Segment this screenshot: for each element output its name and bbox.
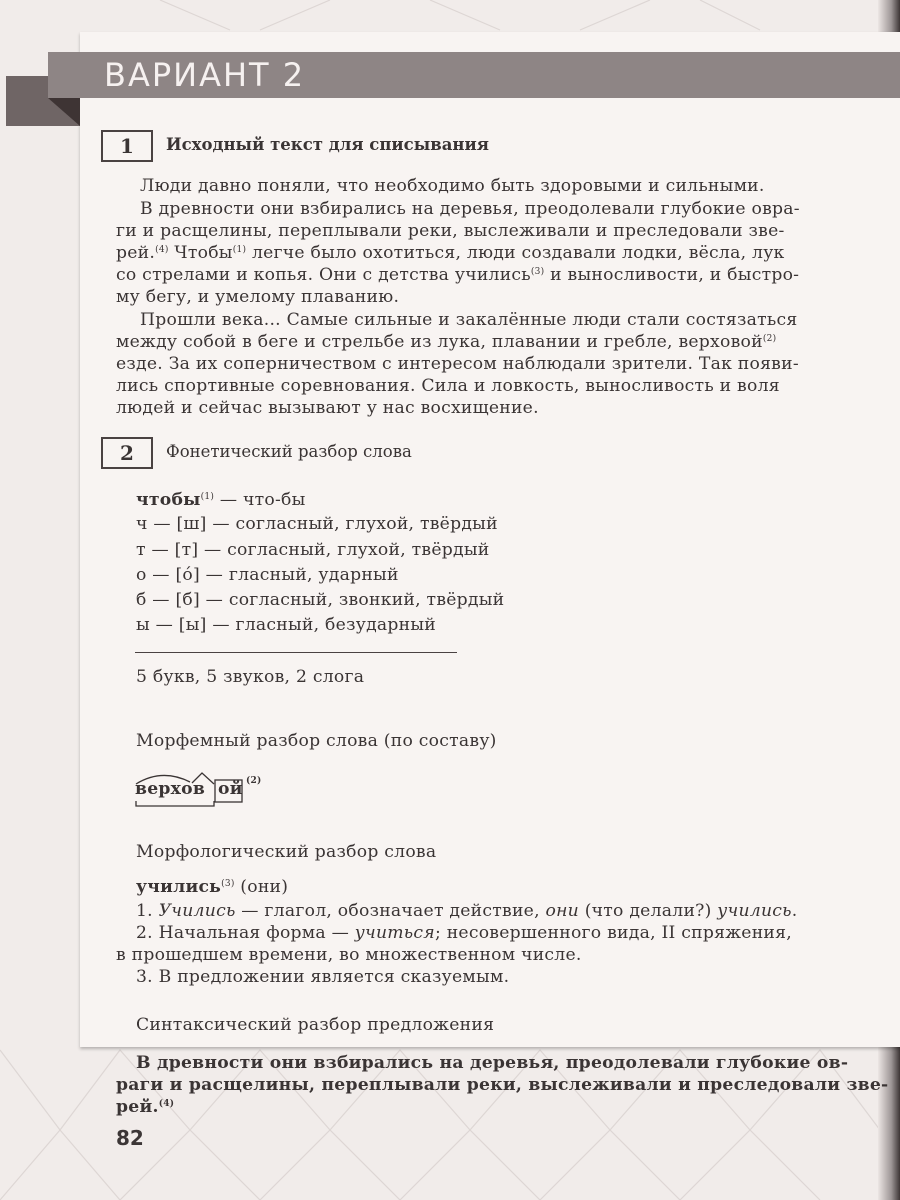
analyzed-word: учились: [136, 877, 222, 897]
text-line: [116, 265, 799, 285]
stem-bracket: [136, 801, 214, 806]
text-fragment: .: [791, 901, 798, 921]
variant-title: ВАРИАНТ 2: [104, 56, 306, 94]
text-fragment: 1.: [136, 901, 159, 921]
analyzed-word: чтобы: [136, 490, 201, 510]
phonetic-row: ы — [ы] — гласный, безударный: [136, 615, 436, 635]
text-line: [116, 332, 776, 352]
text-line: лись спортивные соревнования. Сила и ловкость, выносливость и воля: [116, 376, 780, 396]
text-line: му бегу, и умелому плаванию.: [116, 287, 400, 307]
footnote-marker: (1): [232, 245, 247, 255]
footnote-marker: (3): [530, 267, 545, 277]
text-fragment: — глагол, обозначает действие,: [235, 901, 546, 921]
text-line: езде. За их соперничеством с интересом наблюдали зрители. Так появи-: [116, 354, 799, 374]
phonetic-row: ч — [ш] — согласный, глухой, твёрдый: [136, 514, 498, 534]
text-fragment: учиться: [354, 923, 435, 943]
text-line: [116, 243, 785, 263]
text-line: Люди давно поняли, что необходимо быть здоровыми и сильными.: [140, 176, 765, 196]
text-fragment: Чтобы: [168, 243, 233, 263]
syntax-sentence-line: В древности они взбирались на деревья, преодолевали глубокие ов-: [136, 1053, 849, 1073]
syntax-sentence-line: раги и расщелины, переплывали реки, выслеживали и преследовали зве-: [116, 1075, 889, 1095]
divider-line: [135, 652, 457, 653]
morph-item-2: [136, 923, 792, 943]
morph-stem: верхов: [135, 779, 206, 799]
text-fragment: учились: [717, 901, 792, 921]
morphological-title: Морфологический разбор слова: [136, 842, 437, 862]
morph-item-1: [136, 901, 797, 921]
footnote-marker: (1): [200, 492, 215, 502]
text-line: Прошли века... Самые сильные и закалённые люди стали состязаться: [140, 310, 798, 330]
syntax-sentence-line: [116, 1097, 174, 1117]
text-fragment: со стрелами и копья. Они с детства учились: [116, 265, 531, 285]
morphemic-title: Морфемный разбор слова (по составу): [136, 731, 497, 751]
morph-item-2-cont: в прошедшем времени, во множественном числе.: [116, 945, 582, 965]
text-fragment: Учились: [158, 901, 236, 921]
phonetic-word: [136, 490, 306, 510]
page-number: 82: [116, 1126, 144, 1150]
phonetic-summary: 5 букв, 5 звуков, 2 слога: [136, 667, 365, 687]
text-line: людей и сейчас вызывают у нас восхищение.: [116, 398, 539, 418]
task-title-1: Исходный текст для списывания: [166, 135, 489, 154]
text-fragment: рей.: [116, 1097, 159, 1117]
morphemic-diagram: [134, 770, 334, 810]
text-fragment: они: [545, 901, 579, 921]
footnote-marker: (4): [155, 245, 169, 255]
task-number-box-2: 2: [101, 437, 153, 469]
syntax-title: Синтаксический разбор предложения: [136, 1015, 495, 1035]
task-number-box-1: 1: [101, 130, 153, 162]
task-title-2: Фонетический разбор слова: [166, 442, 412, 461]
footnote-marker: (2): [246, 776, 262, 786]
footnote-marker: (3): [221, 879, 235, 889]
text-fragment: ; несовершенного вида, II спряжения,: [434, 923, 792, 943]
text-fragment: рей.: [116, 243, 156, 263]
syllable-split: — что-бы: [214, 490, 306, 510]
text-fragment: и выносливости, и быстро-: [544, 265, 800, 285]
phonetic-row: б — [б] — согласный, звонкий, твёрдый: [136, 590, 505, 610]
phonetic-row: т — [т] — согласный, глухой, твёрдый: [136, 540, 490, 560]
morph-item-3: 3. В предложении является сказуемым.: [136, 967, 510, 987]
pronoun: (они): [234, 877, 289, 897]
text-fragment: между собой в беге и стрельбе из лука, плавании и гребле, верховой: [116, 332, 763, 352]
phonetic-row: о — [ó] — гласный, ударный: [136, 565, 399, 585]
text-fragment: (что делали?): [579, 901, 718, 921]
morph-ending: ой: [218, 779, 243, 799]
text-fragment: 2. Начальная форма —: [136, 923, 355, 943]
footnote-marker: (4): [158, 1099, 175, 1109]
text-line: ги и расщелины, переплывали реки, выслеживали и преследовали зве-: [116, 221, 785, 241]
text-fragment: легче было охотиться, люди создавали лодки, вёсла, лук: [246, 243, 785, 263]
text-line: В древности они взбирались на деревья, преодолевали глубокие овра-: [140, 199, 800, 219]
morph-word-line: [136, 877, 288, 897]
footnote-marker: (2): [762, 334, 777, 344]
